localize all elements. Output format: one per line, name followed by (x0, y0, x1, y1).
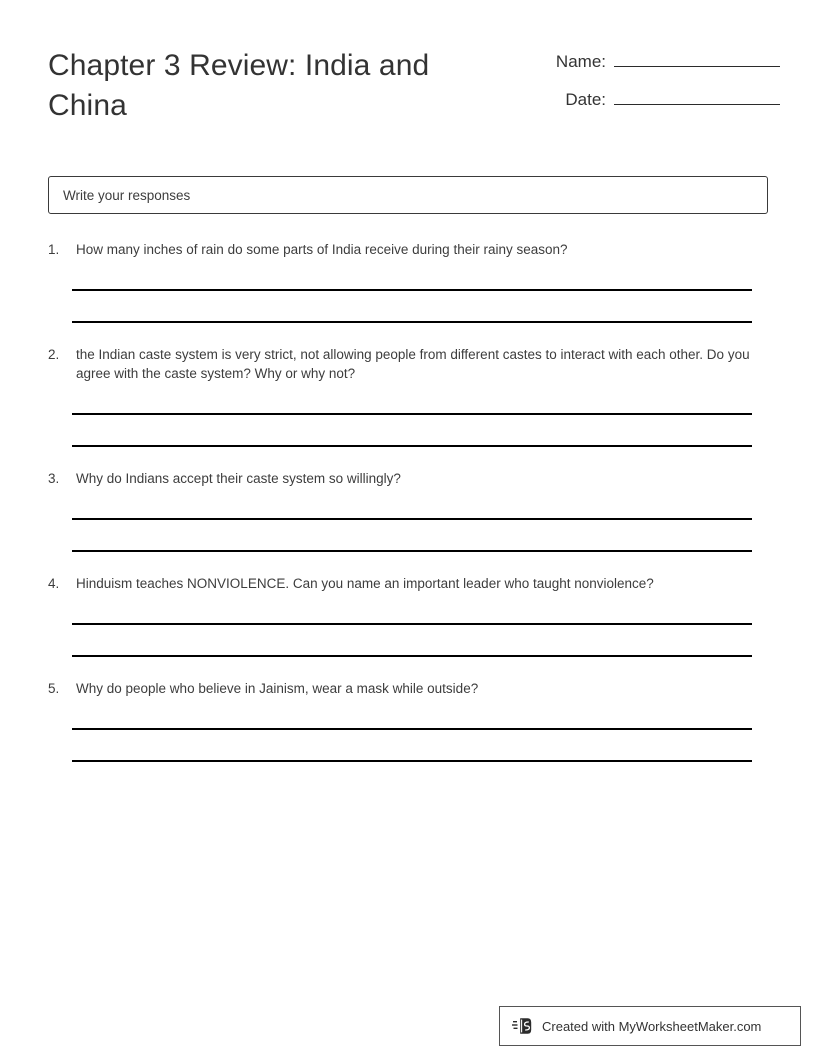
question-text: Why do people who believe in Jainism, wear a mask while outside? (76, 681, 479, 696)
footer-attribution-text: Created with MyWorksheetMaker.com (542, 1018, 762, 1034)
instruction-text: Write your responses (63, 187, 191, 203)
date-label: Date: (565, 90, 606, 109)
answer-area[interactable] (0, 593, 816, 657)
name-label: Name: (555, 52, 606, 71)
question-block (0, 574, 816, 679)
question-spacer (0, 552, 816, 574)
question-header (0, 679, 816, 698)
question-header (0, 574, 816, 593)
question-number: 5. (48, 681, 60, 696)
answer-write-space[interactable] (72, 520, 752, 550)
answer-area[interactable] (0, 698, 816, 762)
question-number: 1. (48, 242, 60, 257)
question-number: 2. (48, 347, 60, 362)
instruction-box (48, 176, 768, 214)
answer-write-space[interactable] (72, 730, 752, 760)
answer-write-space[interactable] (72, 291, 752, 321)
question-number: 4. (48, 576, 60, 591)
worksheet-header (0, 0, 816, 150)
question-spacer (0, 447, 816, 469)
name-input-line[interactable] (614, 48, 780, 67)
question-spacer (0, 762, 816, 784)
name-date-group (500, 48, 780, 124)
answer-write-space[interactable] (72, 488, 752, 518)
question-spacer (0, 323, 816, 345)
answer-area[interactable] (0, 383, 816, 447)
question-spacer (0, 657, 816, 679)
question-number: 3. (48, 471, 60, 486)
date-input-line[interactable] (614, 86, 780, 105)
worksheet-maker-logo-icon (512, 1015, 534, 1037)
answer-write-space[interactable] (72, 698, 752, 728)
question-list (0, 240, 816, 784)
question-text: How many inches of rain do some parts of India receive during their rainy season? (76, 242, 568, 257)
question-block (0, 469, 816, 574)
answer-write-space[interactable] (72, 415, 752, 445)
page-title: Chapter 3 Review: India and China (48, 49, 430, 122)
answer-write-space[interactable] (72, 593, 752, 623)
answer-write-space[interactable] (72, 383, 752, 413)
question-block (0, 240, 816, 345)
name-field-row (500, 48, 780, 72)
footer-attribution-badge (499, 1006, 801, 1046)
answer-area[interactable] (0, 259, 816, 323)
question-header (0, 240, 816, 259)
answer-write-space[interactable] (72, 625, 752, 655)
question-header (0, 345, 816, 383)
question-block (0, 345, 816, 469)
question-header (0, 469, 816, 488)
answer-write-space[interactable] (72, 259, 752, 289)
question-text: Hinduism teaches NONVIOLENCE. Can you name an important leader who taught nonviolence? (76, 576, 654, 591)
question-text: Why do Indians accept their caste system so willingly? (76, 471, 401, 486)
question-block (0, 679, 816, 784)
date-field-row (500, 86, 780, 110)
question-text: the Indian caste system is very strict, not allowing people from different castes to interact with each other. Do you agree with the caste system? Why or why not? (76, 347, 750, 381)
answer-area[interactable] (0, 488, 816, 552)
